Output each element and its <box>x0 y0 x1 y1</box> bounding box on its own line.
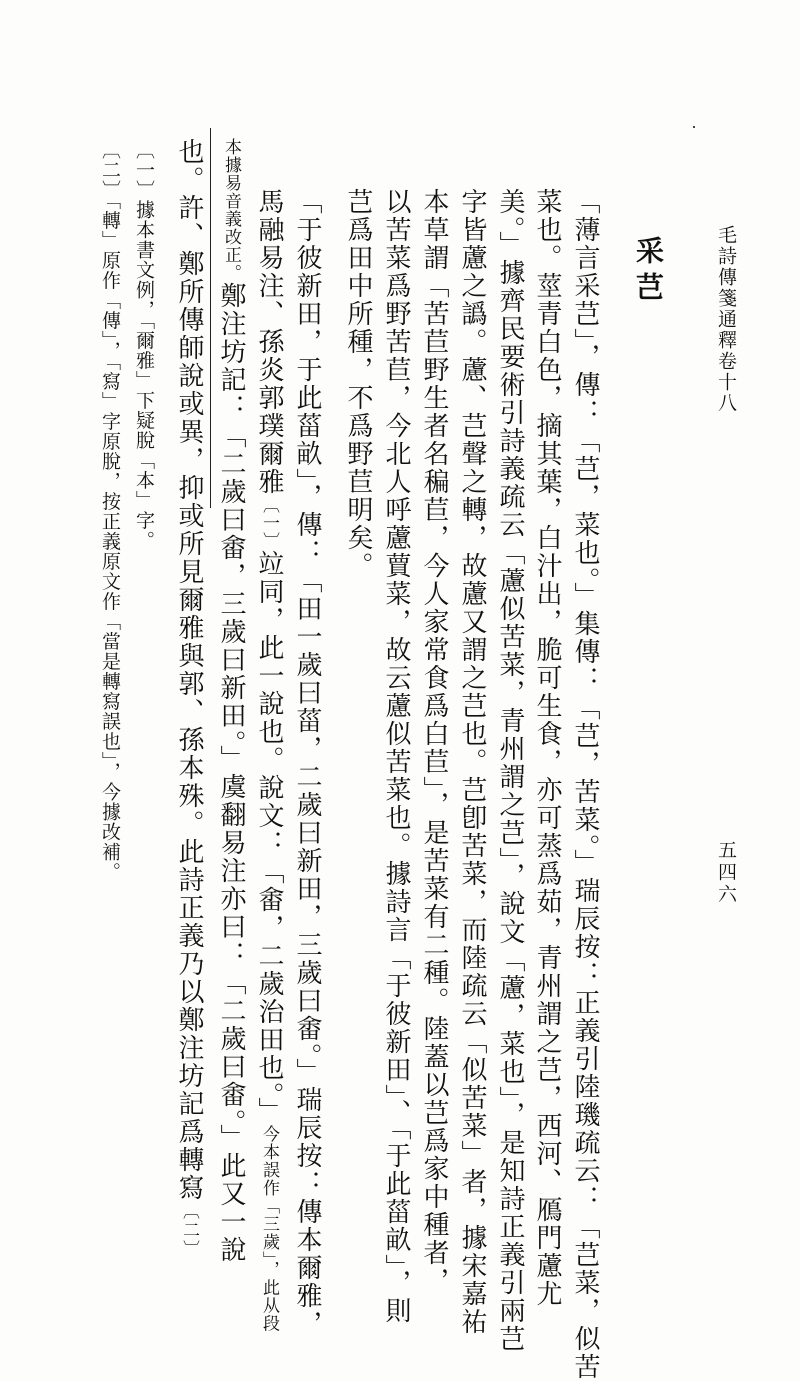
body-column-9 <box>256 188 282 1333</box>
body-column-11 <box>176 138 202 1259</box>
footnote-2: 〔二〕「轉」原作「傳」，「寫」字原脫，按正義原文作「當是轉寫誤也」，今據改補。 <box>99 140 121 882</box>
body-column-1-text: 「薄言采芑」，傳：「芑，菜也。」集傳：「芑，苦菜。」瑞辰按：正義引陸璣疏云：「芑菜，似苦 <box>570 188 600 1381</box>
body-column-2: 菜也。莖青白色，摘其葉，白汁出，脆可生食，亦可蒸爲茹，青州謂之芑，西河、鴈門藘尤 <box>532 188 562 1308</box>
footnote-1: 〔一〕據本書文例，「爾雅」下疑脫「本」字。 <box>133 140 155 551</box>
page-mark <box>693 126 695 128</box>
footnote-rule <box>210 128 211 508</box>
body-column-10 <box>218 138 244 1264</box>
footnote-ref-2: 〔二〕 <box>179 1202 199 1259</box>
page-number: 五四六 <box>715 840 737 906</box>
inline-note: 今本誤作「三歲」，此从段 <box>259 1125 279 1333</box>
body-column-11-text: 也。許、鄭所傳師說或異，抑或所見爾雅與郭、孫本殊。此詩正義乃以鄭注坊記爲轉寫 <box>174 138 204 1202</box>
body-column-10-text: 鄭注坊記：「二歲曰畬，三歲曰新田。」虞翻易注亦曰：「二歲曰畬。」此又一說 <box>216 282 246 1264</box>
body-column-1 <box>572 188 598 1381</box>
body-column-6: 以苦菜爲野苦苣，今北人呼藘蕒菜，故云藘似苦菜也。據詩言「于彼新田」、「于此菑畝」，則 <box>381 188 411 1325</box>
body-column-9-text-cont: 竝同，此一說也。說文：「畬，二歲治田也。」 <box>254 550 284 1125</box>
inline-note-cont: 本據易音義改正。 <box>221 138 241 282</box>
footnote-ref-1: 〔一〕 <box>259 496 279 550</box>
body-column-7: 芑爲田中所種，不爲野苣明矣。 <box>343 188 373 580</box>
body-column-9-text: 馬融易注、孫炎郭璞爾雅 <box>254 188 284 496</box>
body-column-4: 字皆藘之譌。藘、芑聲之轉，故藘又謂之芑也。芑卽苦菜，而陸疏云「似苦菜」者，據宋嘉祐 <box>457 188 487 1336</box>
body-column-5: 本草謂「苦苣野生者名稨苣，今人家常食爲白苣」，是苦菜有二種。陸蓋以芑爲家中種者， <box>419 188 449 1295</box>
body-column-8: 「于彼新田，于此菑畝」，傳：「田一歲曰菑，二歲曰新田，三歲曰畬。」瑞辰按：傳本爾雅， <box>292 188 322 1338</box>
body-column-3: 美。」據齊民要術引詩義疏云「藘似苦菜，青州謂之芑」，說文「藘，菜也」，是知詩正義引兩芑 <box>495 188 525 1353</box>
running-head: 毛詩傳箋通釋卷十八 <box>715 225 737 414</box>
section-title: 采芑 <box>632 236 665 308</box>
